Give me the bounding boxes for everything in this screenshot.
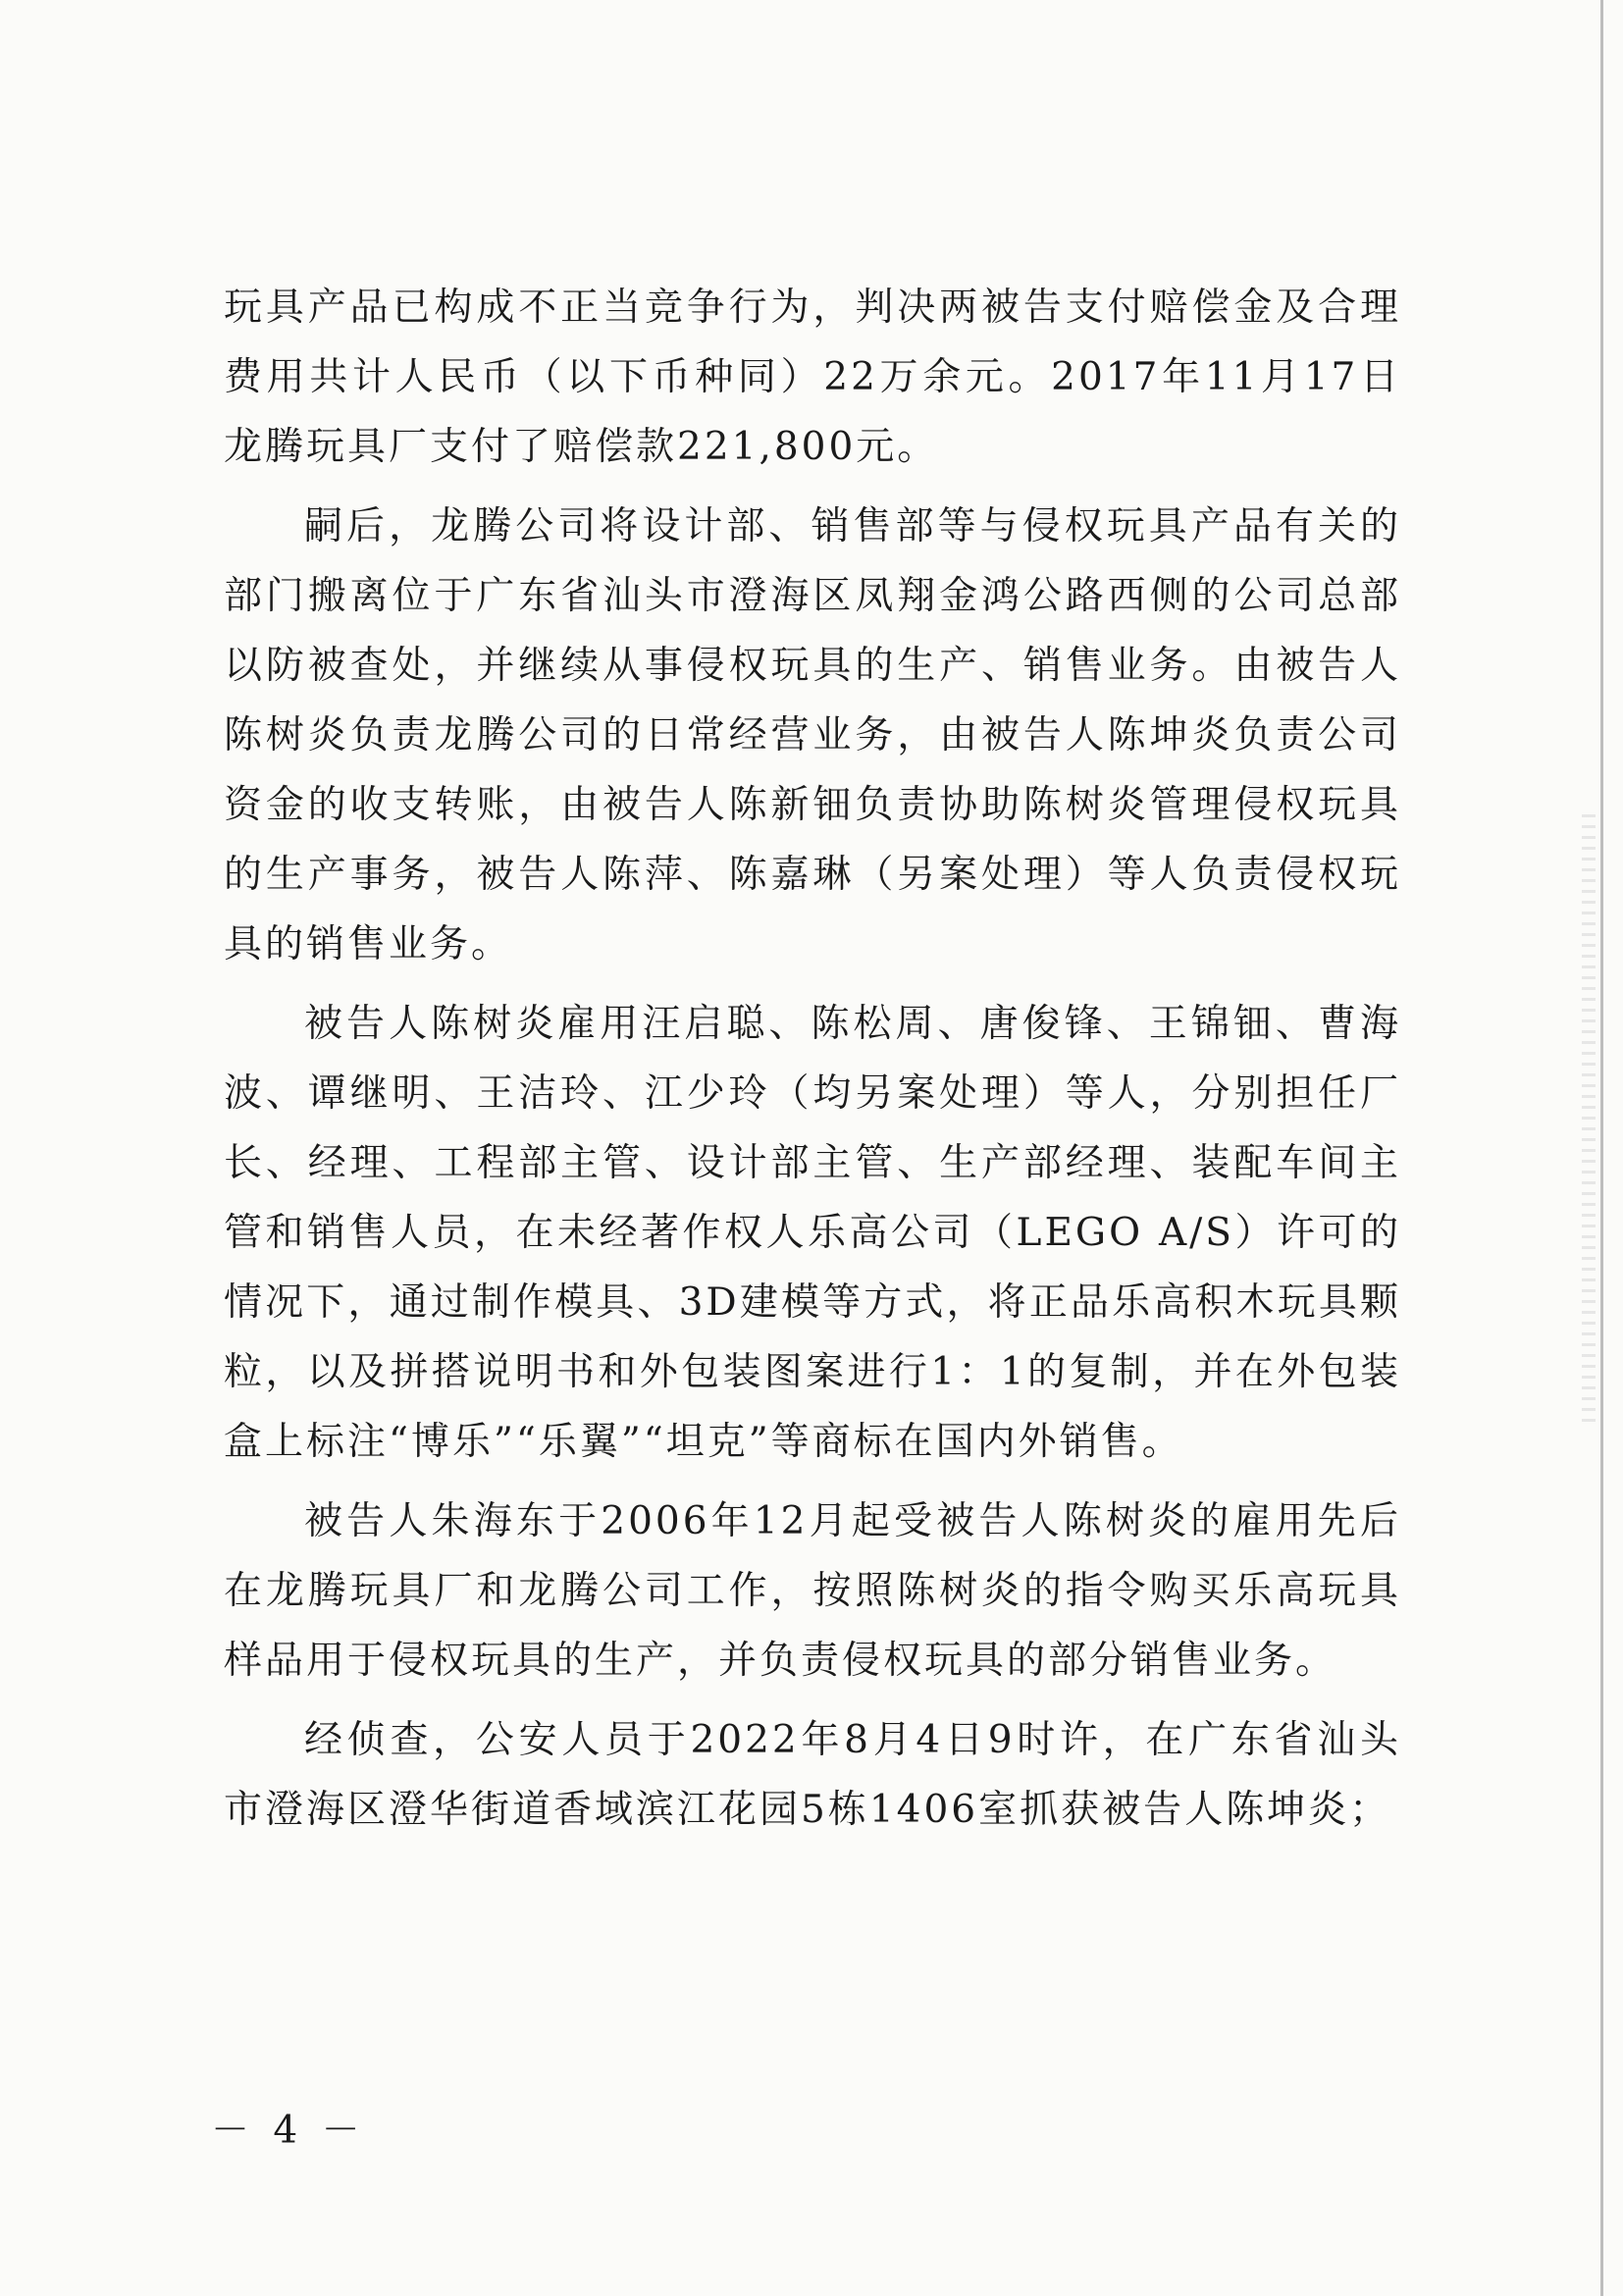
scan-speckle <box>1582 814 1596 1423</box>
paragraph-relocation: 嗣后，龙腾公司将设计部、销售部等与侵权玩具产品有关的部门搬离位于广东省汕头市澄海区凤翔金鸿公路西侧的公司总部以防被查处，并继续从事侵权玩具的生产、销售业务。由被告人陈树炎负责龙腾公司的日常经营业务，由被告人陈坤炎负责公司资金的收支转账，由被告人陈新钿负责协助陈树炎管理侵权玩具的生产事务，被告人陈萍、陈嘉琳（另案处理）等人负责侵权玩具的销售业务。 <box>224 504 1401 966</box>
paragraph-continuation: 玩具产品已构成不正当竞争行为，判决两被告支付赔偿金及合理费用共计人民币（以下币种同）22万余元。2017年11月17日龙腾玩具厂支付了赔偿款221,800元。 <box>224 286 1401 469</box>
paragraph-zhu-haidong: 被告人朱海东于2006年12月起受被告人陈树炎的雇用先后在龙腾玩具厂和龙腾公司工作，按照陈树炎的指令购买乐高玩具样品用于侵权玩具的生产，并负责侵权玩具的部分销售业务。 <box>224 1499 1401 1683</box>
page-number: － 4 － <box>211 2109 366 2153</box>
page-edge <box>1600 0 1603 2296</box>
document-body <box>224 273 1401 1845</box>
paragraph-investigation: 经侦查，公安人员于2022年8月4日9时许，在广东省汕头市澄海区澄华街道香域滨江花园5栋1406室抓获被告人陈坤炎； <box>224 1718 1401 1832</box>
paragraph-employees: 被告人陈树炎雇用汪启聪、陈松周、唐俊锋、王锦钿、曹海波、谭继明、王洁玲、江少玲（均另案处理）等人，分别担任厂长、经理、工程部主管、设计部主管、生产部经理、装配车间主管和销售人员，在未经著作权人乐高公司（LEGO A/S）许可的情况下，通过制作模具、3D建模等方式，将正品乐高积木玩具颗粒，以及拼搭说明书和外包装图案进行1：1的复制，并在外包装盒上标注“博乐”“乐翼”“坦克”等商标在国内外销售。 <box>224 1002 1401 1464</box>
